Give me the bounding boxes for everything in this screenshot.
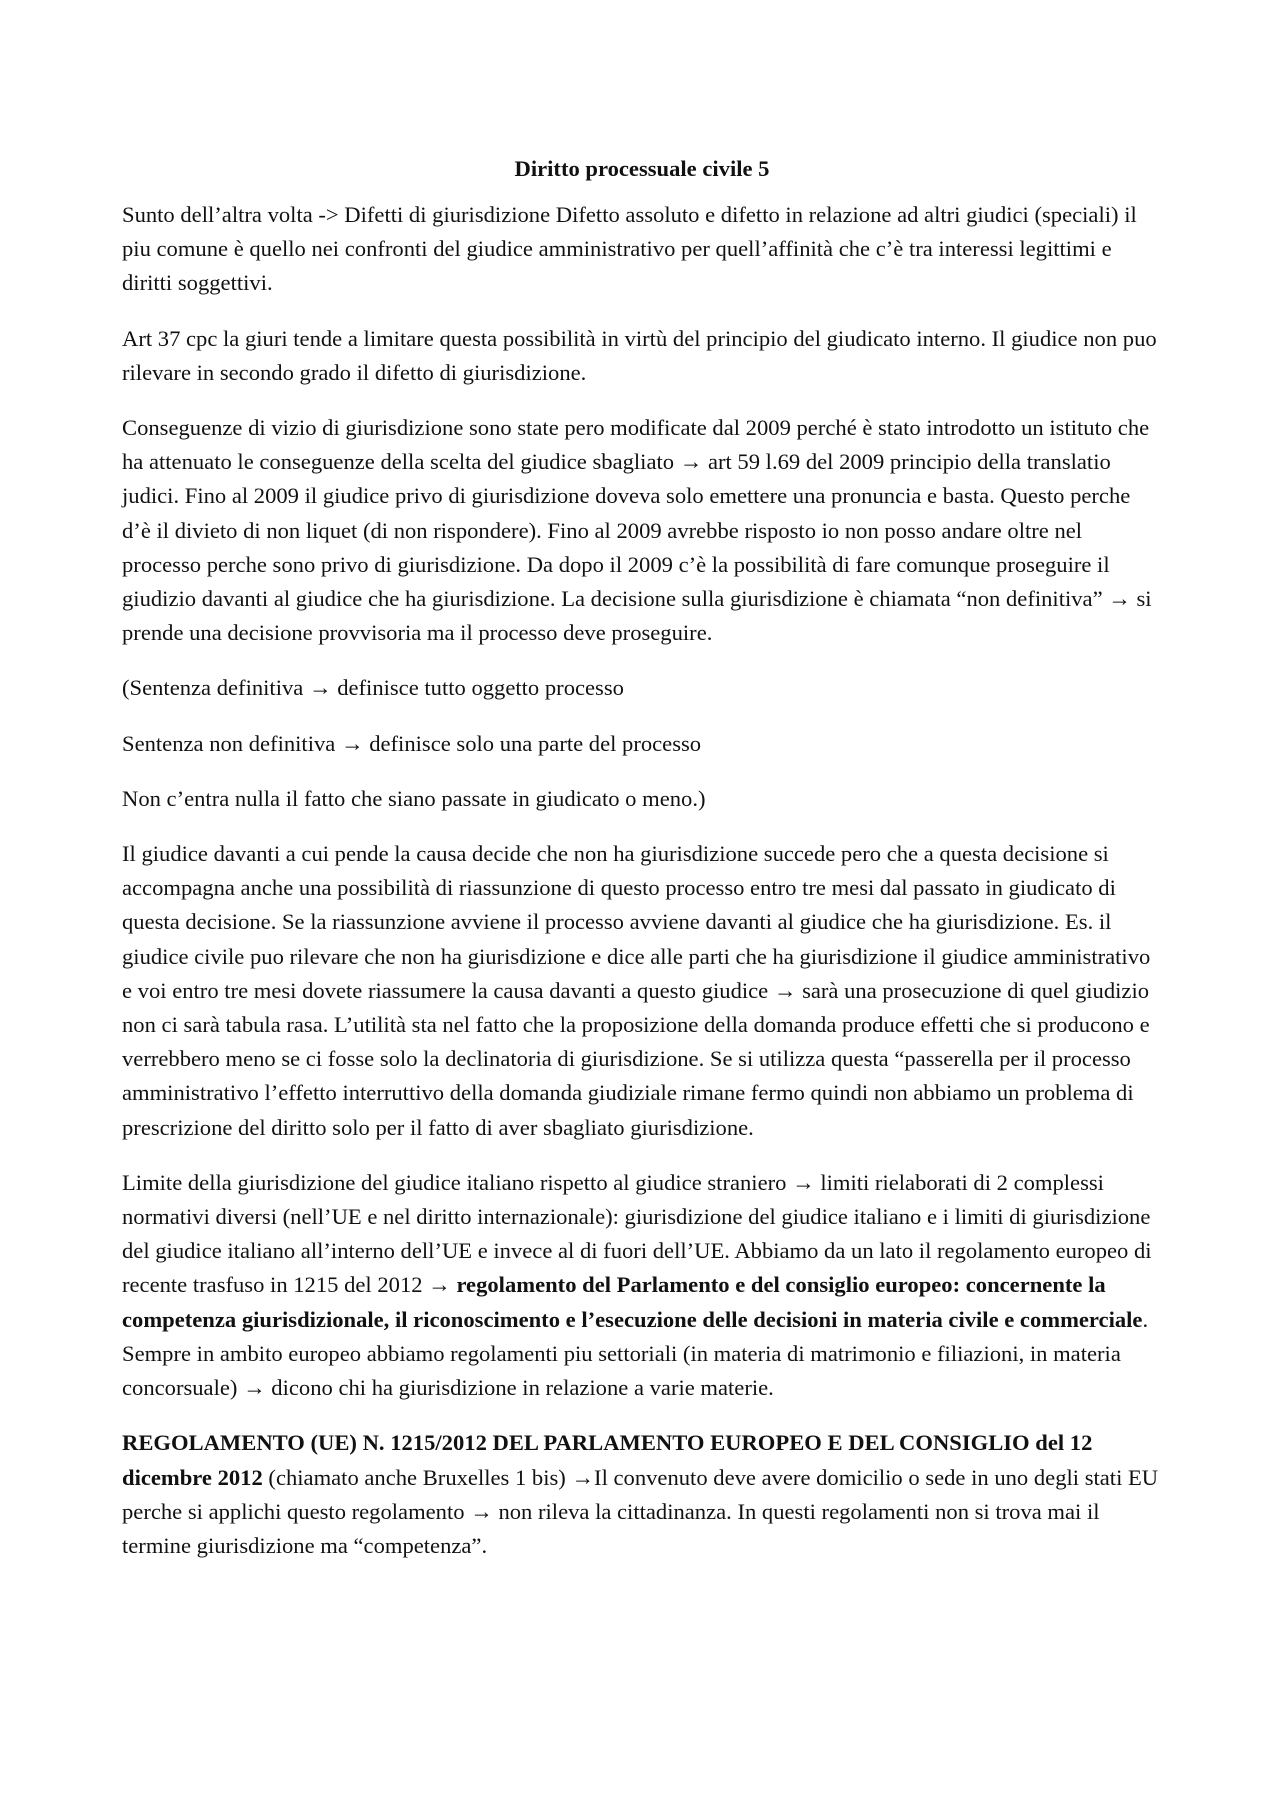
text-run: . Sempre in ambito europeo abbiamo regolamenti piu settoriali (in materia di matrimonio e filiazioni, in materia concorsuale) → dicono chi ha giurisdizione in relazione a varie materie. [122, 1306, 1149, 1401]
text-run: Art 37 cpc la giuri tende a limitare questa possibilità in virtù del principio del giudicato interno. Il giudice non puo rilevare in secondo grado il difetto di giurisdizione. [122, 325, 1157, 385]
paragraph [122, 198, 1162, 301]
text-run: Sentenza non definitiva → definisce solo una parte del processo [122, 730, 702, 756]
paragraph [122, 1426, 1162, 1563]
paragraph [122, 837, 1162, 1145]
paragraph [122, 671, 1162, 705]
paragraph-list [122, 198, 1162, 1563]
bold-text-run: REGOLAMENTO (UE) N. 1215/2012 DEL PARLAMENTO EUROPEO E DEL CONSIGLIO del 12 dicembre 2012 [122, 1430, 1093, 1490]
bold-text-run: regolamento del Parlamento e del consiglio europeo: concernente la competenza giurisdizionale, il riconoscimento e l’esecuzione delle decisioni in materia civile e commerciale [122, 1272, 1143, 1332]
paragraph [122, 782, 1162, 816]
paragraph [122, 727, 1162, 761]
text-run: Il giudice davanti a cui pende la causa decide che non ha giurisdizione succede pero che a questa decisione si accompagna anche una possibilità di riassunzione di questo processo entro tre mesi dal passato in giudicato di questa decisione. Se la riassunzione avviene il processo avviene davanti al giudice che ha giurisdizione. Es. il giudice civile puo rilevare che non ha giurisdizione e dice alle parti che ha giurisdizione il giudice amministrativo e voi entro tre mesi dovete riassumere la causa davanti a questo giudice → sarà una prosecuzione di quel giudizio non ci sarà tabula rasa. L’utilità sta nel fatto che la proposizione della domanda produce effetti che si producono e verrebbero meno se ci fosse solo la declinatoria di giurisdizione. Se si utilizza questa “passerella per il processo amministrativo l’effetto interruttivo della domanda giudiziale rimane fermo quindi non abbiamo un problema di prescrizione del diritto solo per il fatto di aver sbagliato giurisdizione. [122, 841, 1151, 1140]
text-run: (Sentenza definitiva → definisce tutto oggetto processo [122, 675, 624, 701]
text-run: Conseguenze di vizio di giurisdizione sono state pero modificate dal 2009 perché è stato introdotto un istituto che ha attenuato le conseguenze della scelta del giudice sbagliato → art 59 l.69 del 2009 principio della translatio judici. Fino al 2009 il giudice privo di giurisdizione doveva solo emettere una pronuncia e basta. Questo perche d’è il divieto di non liquet (di non rispondere). Fino al 2009 avrebbe risposto io non posso andare oltre nel processo perche sono privo di giurisdizione. Da dopo il 2009 c’è la possibilità di fare comunque proseguire il giudizio davanti al giudice che ha giurisdizione. La decisione sulla giurisdizione è chiamata “non definitiva” → si prende una decisione provvisoria ma il processo deve proseguire. [122, 415, 1152, 646]
text-run: Sunto dell’altra volta -> Difetti di giurisdizione Difetto assoluto e difetto in relazione ad altri giudici (speciali) il piu comune è quello nei confronti del giudice amministrativo per quell’affinità che c’è tra interessi legittimi e diritti soggettivi. [122, 202, 1137, 296]
page-title: Diritto processuale civile 5 [514, 156, 770, 181]
text-run: Limite della giurisdizione del giudice italiano rispetto al giudice straniero → limiti rielaborati di 2 complessi normativi diversi (nell’UE e nel diritto internazionale): giurisdizione del giudice italiano e i limiti di giurisdizione del giudice italiano all’interno dell’UE e invece al di fuori dell’UE. Abbiamo da un lato il regolamento europeo di recente trasfuso in 1215 del 2012 → [122, 1169, 1152, 1298]
paragraph [122, 1166, 1162, 1405]
document-body [122, 152, 1162, 1584]
paragraph [122, 411, 1162, 650]
text-run: (chiamato anche Bruxelles 1 bis) →Il convenuto deve avere domicilio o sede in uno degli stati EU perche si applichi questo regolamento → non rileva la cittadinanza. In questi regolamenti non si trova mai il termine giurisdizione ma “competenza”. [122, 1464, 1159, 1558]
paragraph [122, 322, 1162, 390]
text-run: Non c’entra nulla il fatto che siano passate in giudicato o meno.) [122, 785, 706, 811]
